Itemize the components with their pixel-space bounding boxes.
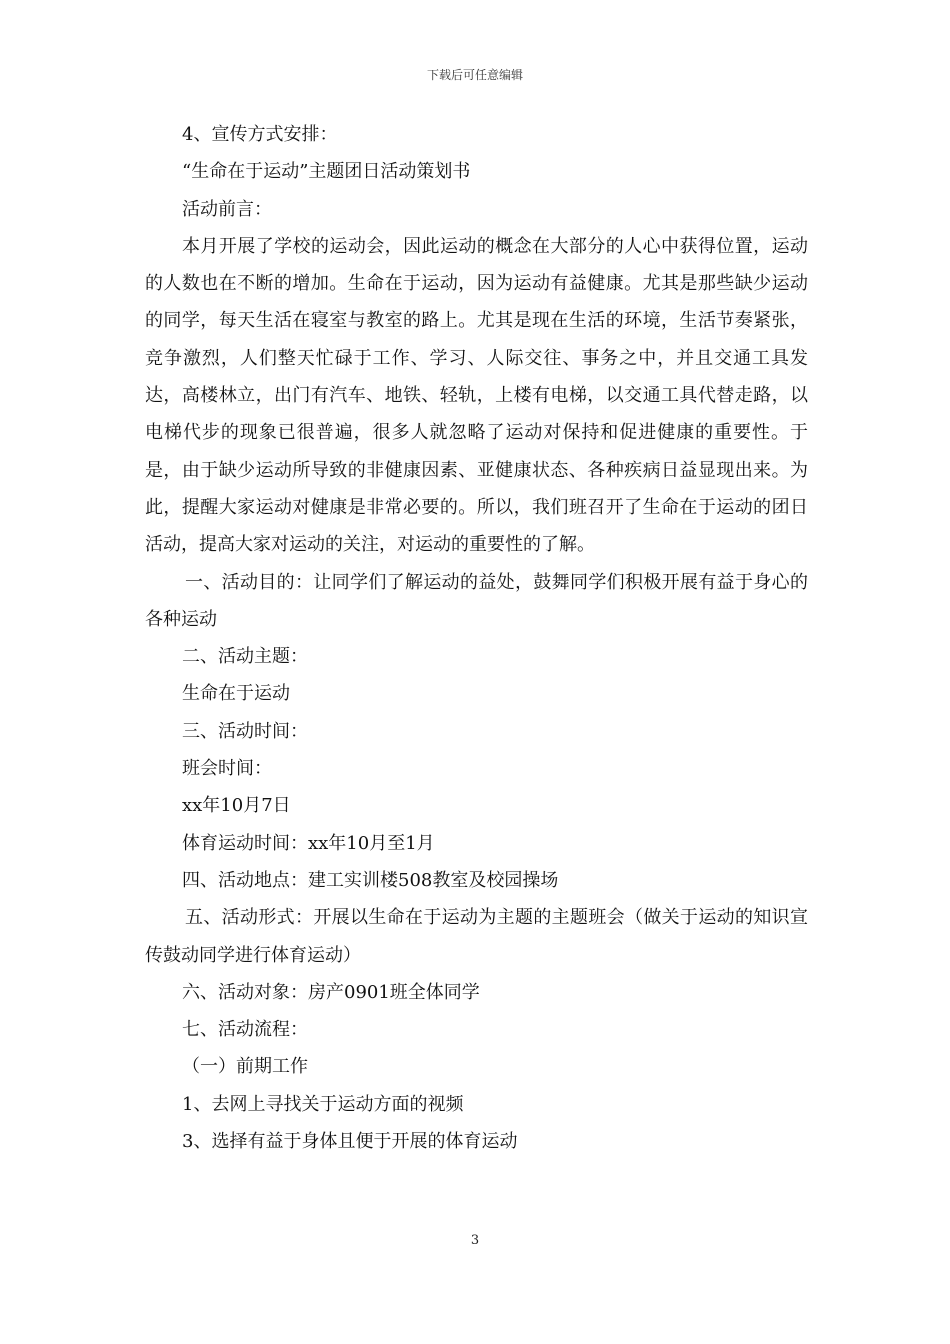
activity-time-heading: 三、活动时间：: [182, 720, 308, 742]
sports-time-line: 体育运动时间：xx年10月至1月: [182, 832, 435, 854]
preface-heading: 活动前言：: [182, 198, 272, 220]
activity-form-paragraph: 五、活动形式：开展以生命在于运动为主题的主题班会（做关于运动的知识宣传鼓动同学进行体育运动）: [145, 907, 808, 966]
document-body: [145, 116, 808, 1160]
step-3-line: 3、选择有益于身体且便于开展的体育运动: [182, 1131, 518, 1153]
class-meeting-time-label: 班会时间：: [182, 758, 272, 780]
activity-process-heading: 七、活动流程：: [182, 1019, 308, 1041]
page-number: 3: [470, 1233, 480, 1248]
activity-theme-value: 生命在于运动: [182, 683, 290, 705]
page-header: 下载后可任意编辑: [426, 68, 523, 82]
plan-title: “生命在于运动”主题团日活动策划书: [182, 161, 471, 183]
activity-theme-heading: 二、活动主题：: [182, 646, 308, 668]
publicity-arrangement-line: 4、宣传方式安排：: [182, 124, 338, 145]
preparation-subheading: （一）前期工作: [182, 1056, 308, 1078]
activity-target-line: 六、活动对象：房产0901班全体同学: [182, 981, 480, 1003]
step-1-line: 1、去网上寻找关于运动方面的视频: [182, 1093, 464, 1115]
class-meeting-date: xx年10月7日: [182, 795, 291, 817]
activity-location-line: 四、活动地点：建工实训楼508教室及校园操场: [182, 869, 559, 891]
preface-paragraph: 本月开展了学校的运动会，因此运动的概念在大部分的人心中获得位置，运动的人数也在不断的增加。生命在于运动，因为运动有益健康。尤其是那些缺少运动的同学，每天生活在寝室与教室的路上。尤其是现在生活的环境，生活节奏紧张，竞争激烈，人们整天忙碌于工作、学习、人际交往、事务之中，并且交通工具发达，高楼林立，出门有汽车、地铁、轻轨，上楼有电梯，以交通工具代替走路，以电梯代步的现象已很普遍，很多人就忽略了运动对保持和促进健康的重要性。于是，由于缺少运动所导致的非健康因素、亚健康状态、各种疾病日益显现出来。为此，提醒大家运动对健康是非常必要的。所以，我们班召开了生命在于运动的团日活动，提高大家对运动的关注，对运动的重要性的了解。: [145, 235, 808, 556]
activity-purpose-paragraph: 一、活动目的：让同学们了解运动的益处，鼓舞同学们积极开展有益于身心的各种运动: [145, 571, 808, 630]
